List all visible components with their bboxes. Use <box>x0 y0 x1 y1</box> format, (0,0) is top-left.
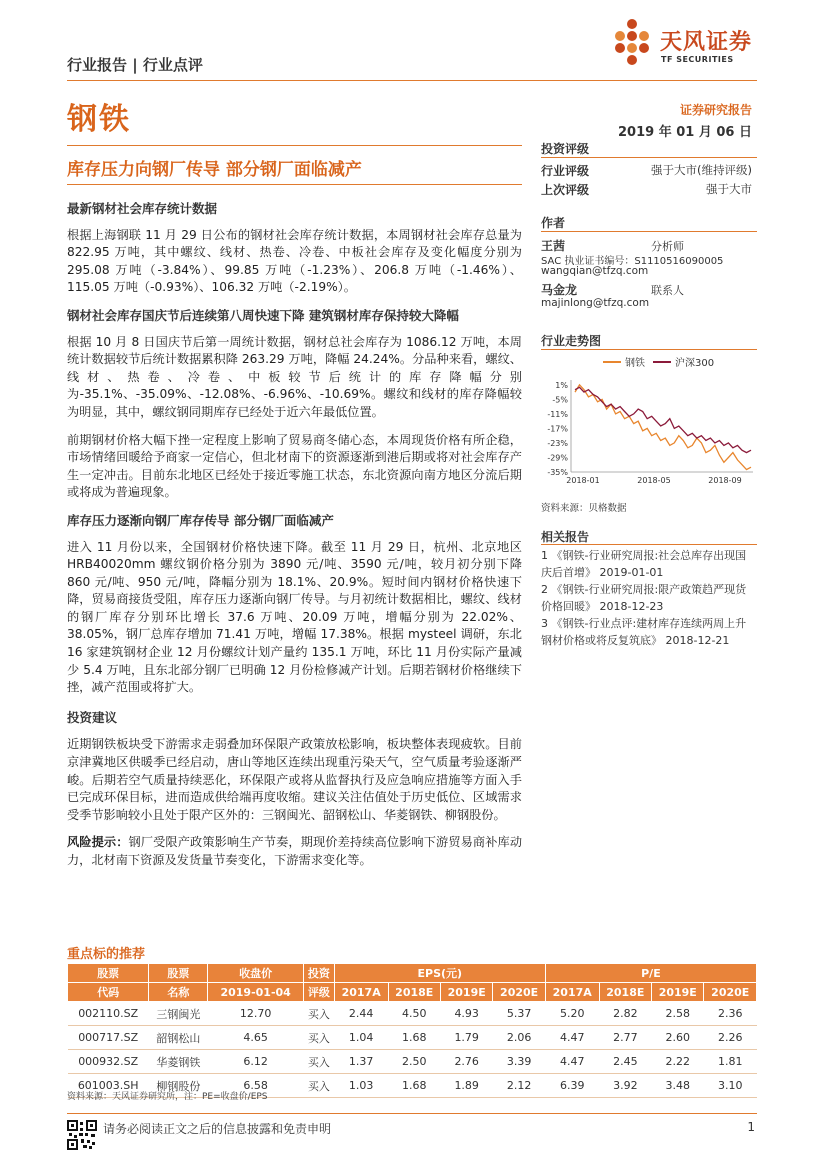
table-cell: 1.03 <box>334 1074 388 1098</box>
table-cell: 4.47 <box>545 1050 599 1074</box>
chart-source: 资料来源：贝格数据 <box>541 503 627 514</box>
table-header: 投资 <box>303 964 334 983</box>
y-tick-label: -17% <box>547 424 568 434</box>
main-column <box>67 200 522 870</box>
table-header: 股票 <box>149 964 208 983</box>
table-cell: 2.12 <box>493 1074 545 1098</box>
table-header-row <box>68 983 757 1002</box>
industry-rating-value: 强于大市(维持评级) <box>651 163 752 177</box>
industry-trend-chart <box>541 352 757 490</box>
legend-label-steel: 钢铁 <box>625 358 645 369</box>
sidebar-rule <box>541 157 757 158</box>
table-cell: 1.68 <box>388 1074 440 1098</box>
table-cell: 2.36 <box>704 1002 757 1026</box>
section-heading: 投资建议 <box>67 709 118 725</box>
table-cell: 6.39 <box>545 1074 599 1098</box>
prev-rating-label: 上次评级 <box>541 183 590 197</box>
y-tick-label: 1% <box>555 380 568 390</box>
table-cell: 2.06 <box>493 1026 545 1050</box>
table-cell: 2.45 <box>599 1050 651 1074</box>
table-cell: 3.48 <box>652 1074 704 1098</box>
section-heading: 库存压力逐渐向钢厂库存传导 部分钢厂面临减产 <box>67 512 334 528</box>
table-header: 代码 <box>68 983 149 1002</box>
table-cell: 12.70 <box>208 1002 304 1026</box>
table-cell: 1.89 <box>440 1074 492 1098</box>
section-heading: 最新钢材社会库存统计数据 <box>67 201 218 216</box>
risk-paragraph <box>67 834 522 869</box>
risk-text: 钢厂受限产政策影响生产节奏，期现价差持续高位影响下游贸易商补库动力，北材南下资源及发货量节奏变化，下游需求变化等。 <box>67 835 523 867</box>
picks-table <box>67 963 757 1098</box>
table-cell: 华菱钢铁 <box>149 1050 208 1074</box>
rating-heading: 投资评级 <box>541 142 590 156</box>
author-email[interactable]: wangqian@tfzq.com <box>541 265 649 277</box>
y-tick-label: -35% <box>547 468 568 477</box>
table-header: 2019E <box>440 983 492 1002</box>
doc-type: 行业报告 | 行业点评 <box>67 56 203 74</box>
related-report[interactable]: 2 《钢铁-行业研究周报:限产政策趋严现货价格回暖》 2018-12-23 <box>541 583 747 613</box>
table-cell: 1.37 <box>334 1050 388 1074</box>
author-name: 马金龙 <box>541 283 578 297</box>
author-email[interactable]: majinlong@tfzq.com <box>541 297 650 309</box>
table-cell: 2.82 <box>599 1002 651 1026</box>
report-kind: 证券研究报告 <box>679 103 752 117</box>
table-cell: 000717.SZ <box>68 1026 149 1050</box>
table-row <box>68 1002 757 1026</box>
table-header: 2017A <box>545 983 599 1002</box>
table-cell: 5.37 <box>493 1002 545 1026</box>
table-cell: 买入 <box>303 1026 334 1050</box>
table-cell: 2.44 <box>334 1002 388 1026</box>
industry-rating-label: 行业评级 <box>541 164 590 178</box>
series-line-0 <box>575 385 751 470</box>
table-cell: 6.58 <box>208 1074 304 1098</box>
y-tick-label: -29% <box>547 453 568 463</box>
related-report[interactable]: 1 《钢铁-行业研究周报:社会总库存出现国庆后首增》 2019-01-01 <box>541 549 747 579</box>
sidebar-rule <box>541 544 757 545</box>
table-cell: 601003.SH <box>68 1074 149 1098</box>
table-header: 2020E <box>493 983 545 1002</box>
table-cell: 4.50 <box>388 1002 440 1026</box>
legend-label-hs300: 沪深300 <box>675 358 715 369</box>
y-tick-label: -11% <box>547 409 568 419</box>
section-heading: 钢材社会库存国庆节后连续第八周快速下降 建筑钢材库存保持较大降幅 <box>67 307 459 323</box>
table-header: 名称 <box>149 983 208 1002</box>
table-cell: 2.60 <box>652 1026 704 1050</box>
table-header: 2018E <box>599 983 651 1002</box>
table-header: 2018E <box>388 983 440 1002</box>
report-date: 2019 年 01 月 06 日 <box>618 125 752 140</box>
table-row <box>68 1026 757 1050</box>
logo-name: 天风证券 <box>660 30 753 55</box>
series-line-1 <box>575 387 751 452</box>
paragraph: 根据 10 月 8 日国庆节后第一周统计数据，钢材总社会库存为 1086.12 万吨，本周统计数据较节后统计数据累积降 263.29 万吨，降幅 24.24%。分品种来看，螺纹、线材、热卷、冷卷、中板较节后统计的库存降幅分别为-35.1%、-35.09%、-12.08%、-6.96%、-10.69%。螺纹和线材的库存降幅较为明显，其中，螺纹钢同期库存已经处于近六年最低位置。 <box>67 334 522 419</box>
table-header: EPS(元) <box>334 964 545 983</box>
title-rule-bottom <box>67 184 522 185</box>
title-rule-top <box>67 145 522 146</box>
paragraph: 进入 11 月份以来，全国钢材价格快速下降。截至 11 月 29 日，杭州、北京地区 HRB40020mm 螺纹钢价格分别为 3890 元/吨、3590 元/吨，较月初分别下降 860 元/吨、950 元/吨，降幅分别为 18.1%、20.9%。短时间内钢材价格快速下降，贸易商接货受阻，库存压力逐渐向钢厂传导。与月初统计数据相比，螺纹、线材的钢厂库存分别环比增长 37.6 万吨、20.09 万吨，增幅分别为 22.02%、38.05%，钢厂总库存增加 71.41 万吨，增幅 17.38%。根据 mysteel 调研，东北 16 家建筑钢材企业 12 月份螺纹计划产量约 135.1 万吨，环比 11 月份实际产量减少 5.4 万吨，且东北部分钢厂已明确 12 月份检修减产计划。后期若钢材价格继续下挫，减产范围或将扩大。 <box>67 539 522 695</box>
qr-code-icon <box>67 1120 97 1150</box>
related-heading: 相关报告 <box>541 530 590 544</box>
table-cell: 3.92 <box>599 1074 651 1098</box>
authors-heading: 作者 <box>541 216 566 230</box>
table-cell: 2.50 <box>388 1050 440 1074</box>
table-header: 2020E <box>704 983 757 1002</box>
table-cell: 1.79 <box>440 1026 492 1050</box>
table-cell: 3.10 <box>704 1074 757 1098</box>
table-cell: 买入 <box>303 1002 334 1026</box>
table-cell: 002110.SZ <box>68 1002 149 1026</box>
logo-mark-icon <box>610 16 660 74</box>
table-cell: 1.81 <box>704 1050 757 1074</box>
sidebar-rule <box>541 231 757 232</box>
author-title: 联系人 <box>651 284 684 297</box>
table-cell: 1.68 <box>388 1026 440 1050</box>
y-tick-label: -23% <box>547 438 568 448</box>
table-cell: 000932.SZ <box>68 1050 149 1074</box>
table-header: 2019E <box>652 983 704 1002</box>
table-cell: 买入 <box>303 1050 334 1074</box>
related-report[interactable]: 3 《钢铁-行业点评:建材库存连续两周上升 钢材价格或将反复筑底》 2018-12-21 <box>541 617 747 647</box>
table-cell: 2.58 <box>652 1002 704 1026</box>
table-row <box>68 1050 757 1074</box>
y-tick-label: -5% <box>552 395 568 405</box>
table-cell: 韶钢松山 <box>149 1026 208 1050</box>
table-cell: 6.12 <box>208 1050 304 1074</box>
table-cell: 2.22 <box>652 1050 704 1074</box>
table-header: 评级 <box>303 983 334 1002</box>
table-header: 股票 <box>68 964 149 983</box>
report-title: 库存压力向钢厂传导 部分钢厂面临减产 <box>67 160 362 180</box>
table-source: 资料来源：天风证券研究所，注：PE=收盘价/EPS <box>67 1092 268 1102</box>
x-tick-label: 2018-05 <box>637 476 671 485</box>
table-header: 2017A <box>334 983 388 1002</box>
table-cell: 1.04 <box>334 1026 388 1050</box>
table-cell: 2.76 <box>440 1050 492 1074</box>
paragraph: 根据上海钢联 11 月 29 日公布的钢材社会库存统计数据，本周钢材社会库存总量为 822.95 万吨，其中螺纹、线材、热卷、冷卷、中板社会库存及变化幅度分别为 295.08 万吨（-3.84%）、99.85 万吨（-1.23%）、206.8 万吨（-1.46%）、115.05 万吨（-0.93%）、106.32 万吨（-2.19%）。 <box>67 227 522 295</box>
x-tick-label: 2018-01 <box>566 476 600 485</box>
sidebar-rule <box>541 349 757 350</box>
table-cell: 买入 <box>303 1074 334 1098</box>
sector-title: 钢铁 <box>67 102 131 137</box>
footer-disclaimer: 请务必阅读正文之后的信息披露和免责申明 <box>103 1122 332 1136</box>
page-number: 1 <box>747 1120 755 1134</box>
footer-rule <box>67 1113 757 1114</box>
table-cell: 4.65 <box>208 1026 304 1050</box>
table-cell: 柳钢股份 <box>149 1074 208 1098</box>
prev-rating-value: 强于大市 <box>706 182 752 196</box>
risk-label: 风险提示： <box>67 835 129 850</box>
table-cell: 4.47 <box>545 1026 599 1050</box>
table-cell: 2.77 <box>599 1026 651 1050</box>
paragraph: 近期钢铁板块受下游需求走弱叠加环保限产政策放松影响，板块整体表现疲软。目前京津冀地区供暖季已经启动，唐山等地区连续出现重污染天气，空气质量考验逐渐严峻。后期若空气质量持续恶化，环保限产或将从监督执行及应急响应措施等方面入手已完成环保目标，进而造成供给端再度收缩。建议关注估值处于历史低位、区域需求受季节影响较小且处于限产区外的：三钢闽光、韶钢松山、华菱钢铁、柳钢股份。 <box>67 737 522 822</box>
table-header: P/E <box>545 964 756 983</box>
paragraph: 前期钢材价格大幅下挫一定程度上影响了贸易商冬储心态，本周现货价格有所企稳，市场情绪回暖给予商家一定信心，但北材南下的资源逐渐到港后期或将对社会库存产生一定冲击。目前东北地区已经处于接近零施工状态，东北资源向南方地区分流后期或将成为普遍现象。 <box>67 432 522 500</box>
table-header: 收盘价 <box>208 964 304 983</box>
logo-name-en: TF SECURITIES <box>661 55 734 64</box>
table-cell: 2.26 <box>704 1026 757 1050</box>
table-cell: 4.93 <box>440 1002 492 1026</box>
author-name: 王茜 <box>541 239 566 253</box>
table-header-row <box>68 964 757 983</box>
table-cell: 3.39 <box>493 1050 545 1074</box>
x-tick-label: 2018-09 <box>708 476 742 485</box>
picks-title: 重点标的推荐 <box>67 947 146 962</box>
author-cert: SAC 执业证书编号：S1110516090005 <box>541 256 724 267</box>
author-title: 分析师 <box>651 240 684 253</box>
table-cell: 5.20 <box>545 1002 599 1026</box>
table-header: 2019-01-04 <box>208 983 304 1002</box>
trend-heading: 行业走势图 <box>541 334 602 348</box>
header-rule <box>67 80 757 81</box>
table-cell: 三钢闽光 <box>149 1002 208 1026</box>
